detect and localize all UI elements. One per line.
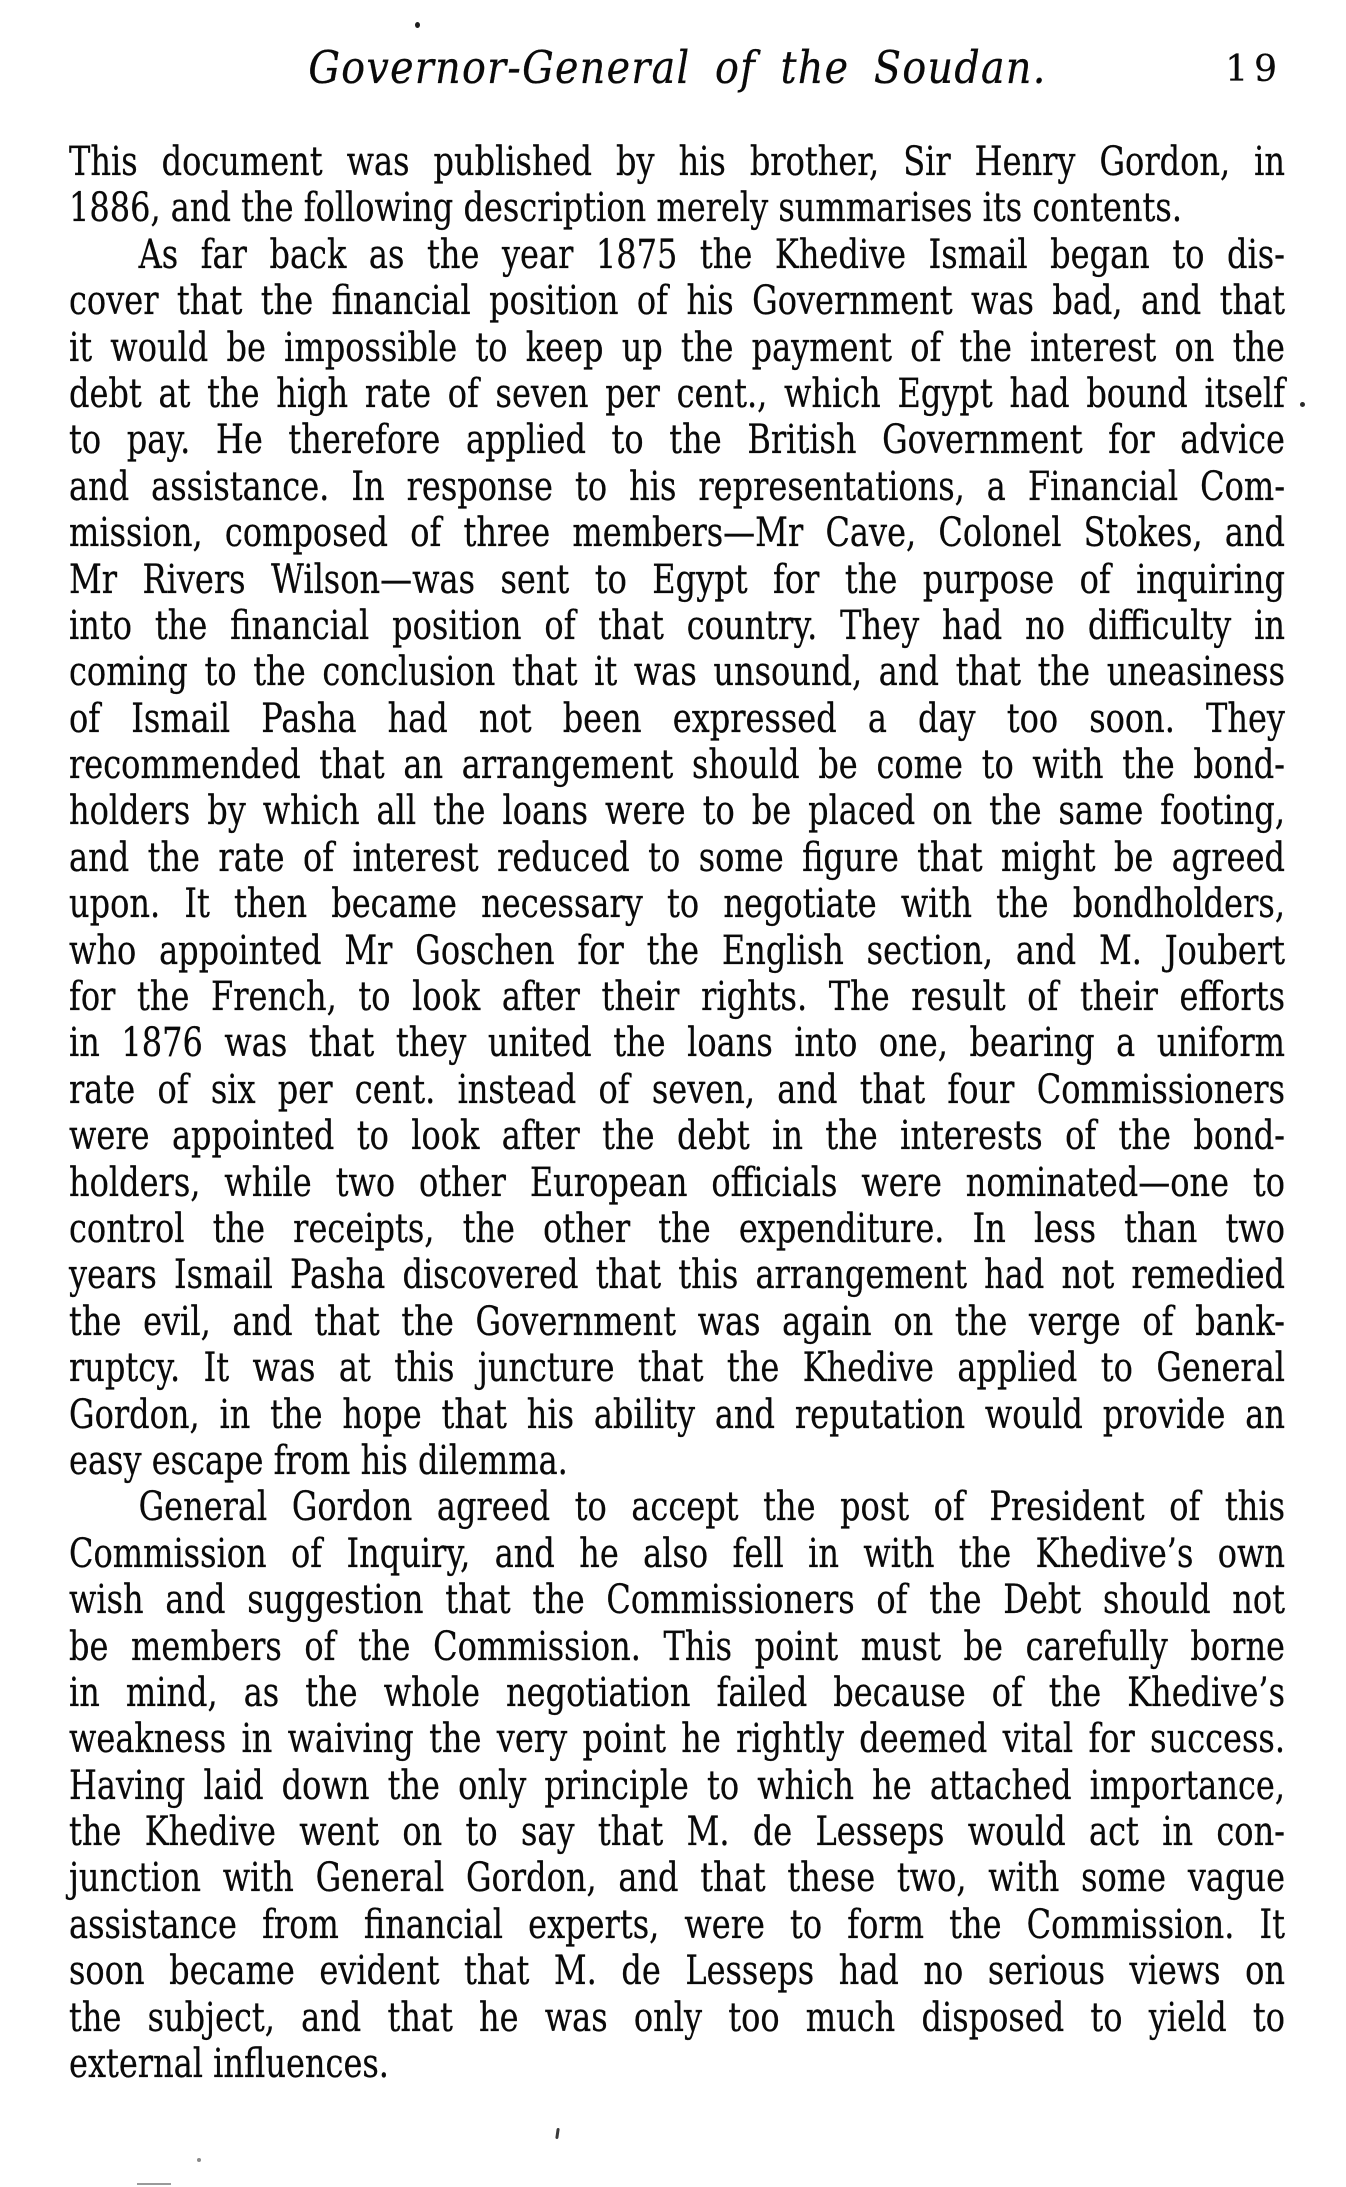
text-line: mission, composed of three members—Mr Cave, Colonel Stokes, and	[69, 510, 1285, 557]
page-title-wrap	[69, 40, 1285, 96]
text-line: be members of the Commission. This point must be carefully borne	[69, 1623, 1285, 1670]
scan-speck	[137, 2183, 171, 2185]
text-line: coming to the conclusion that it was unsound, and that the uneasiness	[69, 649, 1285, 696]
text-line: Having laid down the only principle to which he attached importance,	[69, 1762, 1285, 1809]
text-line: for the French, to look after their rights. The result of their efforts	[69, 974, 1285, 1021]
page-number: 19	[1225, 49, 1283, 90]
text-line: control the receipts, the other the expenditure. In less than two	[69, 1205, 1285, 1252]
text-line: holders, while two other European officials were nominated—one to	[69, 1159, 1285, 1206]
text-line: soon became evident that M. de Lesseps had no serious views on	[69, 1948, 1285, 1995]
text-line: This document was published by his brother, Sir Henry Gordon, in	[69, 139, 1285, 185]
text-line: and assistance. In response to his representations, a Financial Com-	[69, 463, 1285, 510]
scan-speck	[1300, 402, 1305, 407]
text-line: and the rate of interest reduced to some figure that might be agreed	[69, 834, 1285, 881]
text-line: easy escape from his dilemma.	[69, 1437, 568, 1484]
text-line: were appointed to look after the debt in the interests of the bond-	[69, 1113, 1285, 1160]
text-line: rate of six per cent. instead of seven, and that four Commissioners	[69, 1066, 1285, 1113]
text-line: wish and suggestion that the Commissioners of the Debt should not	[69, 1577, 1285, 1624]
text-line: Commission of Inquiry, and he also fell in with the Khedive’s own	[69, 1530, 1285, 1577]
text-line: ruptcy. It was at this juncture that the Khedive applied to General	[69, 1345, 1285, 1392]
text-line: junction with General Gordon, and that these two, with some vague	[69, 1855, 1285, 1902]
scan-speck	[555, 2128, 560, 2139]
text-line: the Khedive went on to say that M. de Lesseps would act in con-	[69, 1809, 1285, 1856]
text-line: years Ismail Pasha discovered that this arrangement had not remedied	[69, 1252, 1285, 1299]
text-line: external influences.	[69, 2041, 389, 2088]
paragraph	[69, 139, 1285, 232]
text-line: it would be impossible to keep up the payment of the interest on the	[69, 324, 1285, 371]
text-line: As far back as the year 1875 the Khedive Ismail began to dis-	[138, 231, 1286, 278]
paragraph	[69, 1484, 1285, 2087]
text-line: of Ismail Pasha had not been expressed a day too soon. They	[69, 695, 1285, 742]
text-line: in 1876 was that they united the loans into one, bearing a uniform	[69, 1020, 1285, 1067]
text-line: recommended that an arrangement should be come to with the bond-	[69, 742, 1285, 789]
text-line: Mr Rivers Wilson—was sent to Egypt for the purpose of inquiring	[69, 556, 1285, 603]
body-text	[69, 139, 1285, 2087]
text-line: in mind, as the whole negotiation failed because of the Khedive’s	[69, 1669, 1285, 1716]
text-line: cover that the financial position of his Government was bad, and that	[69, 278, 1285, 325]
text-line: holders by which all the loans were to be placed on the same footing,	[69, 788, 1285, 835]
text-line: who appointed Mr Goschen for the English section, and M. Joubert	[69, 927, 1285, 974]
text-line: debt at the high rate of seven per cent., which Egypt had bound itself	[69, 370, 1285, 417]
page-title: Governor-General of the Soudan.	[307, 41, 1047, 94]
text-line: the subject, and that he was only too much disposed to yield to	[69, 1994, 1285, 2041]
text-line: upon. It then became necessary to negotiate with the bondholders,	[69, 881, 1285, 928]
scan-speck	[415, 22, 420, 28]
scan-speck	[197, 2158, 201, 2162]
text-line: into the financial position of that country. They had no difficulty in	[69, 602, 1285, 649]
text-line: Gordon, in the hope that his ability and reputation would provide an	[69, 1391, 1285, 1438]
text-line: weakness in waiving the very point he rightly deemed vital for success.	[69, 1716, 1285, 1763]
text-line: assistance from financial experts, were to form the Commission. It	[69, 1901, 1285, 1948]
text-line: to pay. He therefore applied to the British Government for advice	[69, 417, 1285, 464]
text-line: General Gordon agreed to accept the post of President of this	[138, 1484, 1286, 1531]
text-line: the evil, and that the Government was again on the verge of bank-	[69, 1298, 1285, 1345]
paragraph	[69, 232, 1285, 1485]
page-header	[69, 40, 1285, 110]
text-line: 1886, and the following description merely summarises its contents.	[69, 185, 1182, 232]
